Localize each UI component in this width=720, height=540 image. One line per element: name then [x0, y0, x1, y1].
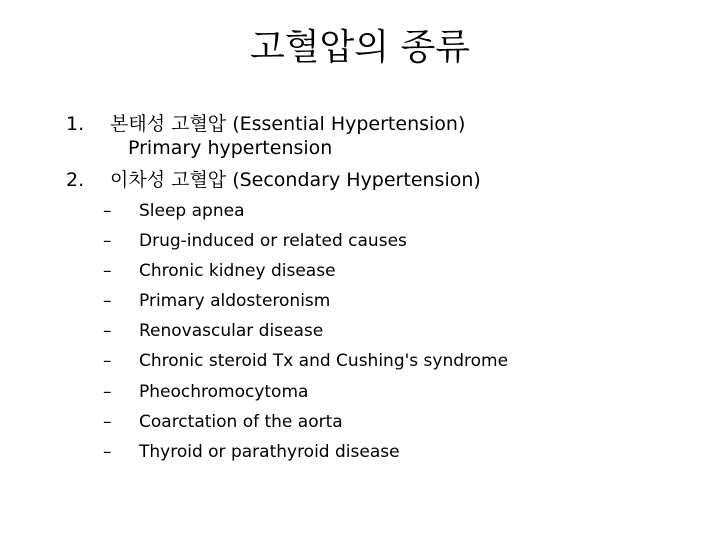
- item-number: 1.: [66, 113, 85, 135]
- item-subtext: Primary hypertension: [128, 137, 333, 159]
- dash-marker: –: [103, 261, 112, 282]
- secondary-causes-list: [103, 199, 508, 470]
- item-text: 본태성 고혈압 (Essential Hypertension): [110, 113, 466, 135]
- cause-text: Thyroid or parathyroid disease: [139, 441, 400, 462]
- dash-marker: –: [103, 441, 112, 462]
- cause-text: Pheochromocytoma: [139, 381, 309, 402]
- list-item-secondary: [66, 168, 481, 192]
- dash-marker: –: [103, 201, 112, 221]
- dash-marker: –: [103, 381, 112, 402]
- list-item: [103, 199, 508, 229]
- list-item: [103, 229, 508, 259]
- list-item: [103, 380, 508, 410]
- cause-text: Renovascular disease: [139, 321, 324, 342]
- item-text: 이차성 고혈압 (Secondary Hypertension): [110, 169, 481, 191]
- list-item: [103, 289, 508, 319]
- cause-text: Sleep apnea: [139, 201, 245, 221]
- list-item: [103, 349, 508, 379]
- cause-text: Chronic kidney disease: [139, 261, 336, 282]
- dash-marker: –: [103, 231, 112, 252]
- dash-marker: –: [103, 411, 112, 432]
- dash-marker: –: [103, 291, 112, 312]
- list-item: [103, 259, 508, 289]
- list-item-essential: [66, 112, 465, 136]
- dash-marker: –: [103, 351, 112, 372]
- list-item: [103, 319, 508, 349]
- dash-marker: –: [103, 321, 112, 342]
- cause-text: Drug-induced or related causes: [139, 231, 407, 252]
- cause-text: Coarctation of the aorta: [139, 411, 343, 432]
- list-item: [103, 440, 508, 470]
- cause-text: Chronic steroid Tx and Cushing's syndrome: [139, 351, 509, 372]
- list-item: [103, 410, 508, 440]
- item-number: 2.: [66, 169, 85, 191]
- slide-title: 고혈압의 종류: [249, 27, 471, 68]
- cause-text: Primary aldosteronism: [139, 291, 331, 312]
